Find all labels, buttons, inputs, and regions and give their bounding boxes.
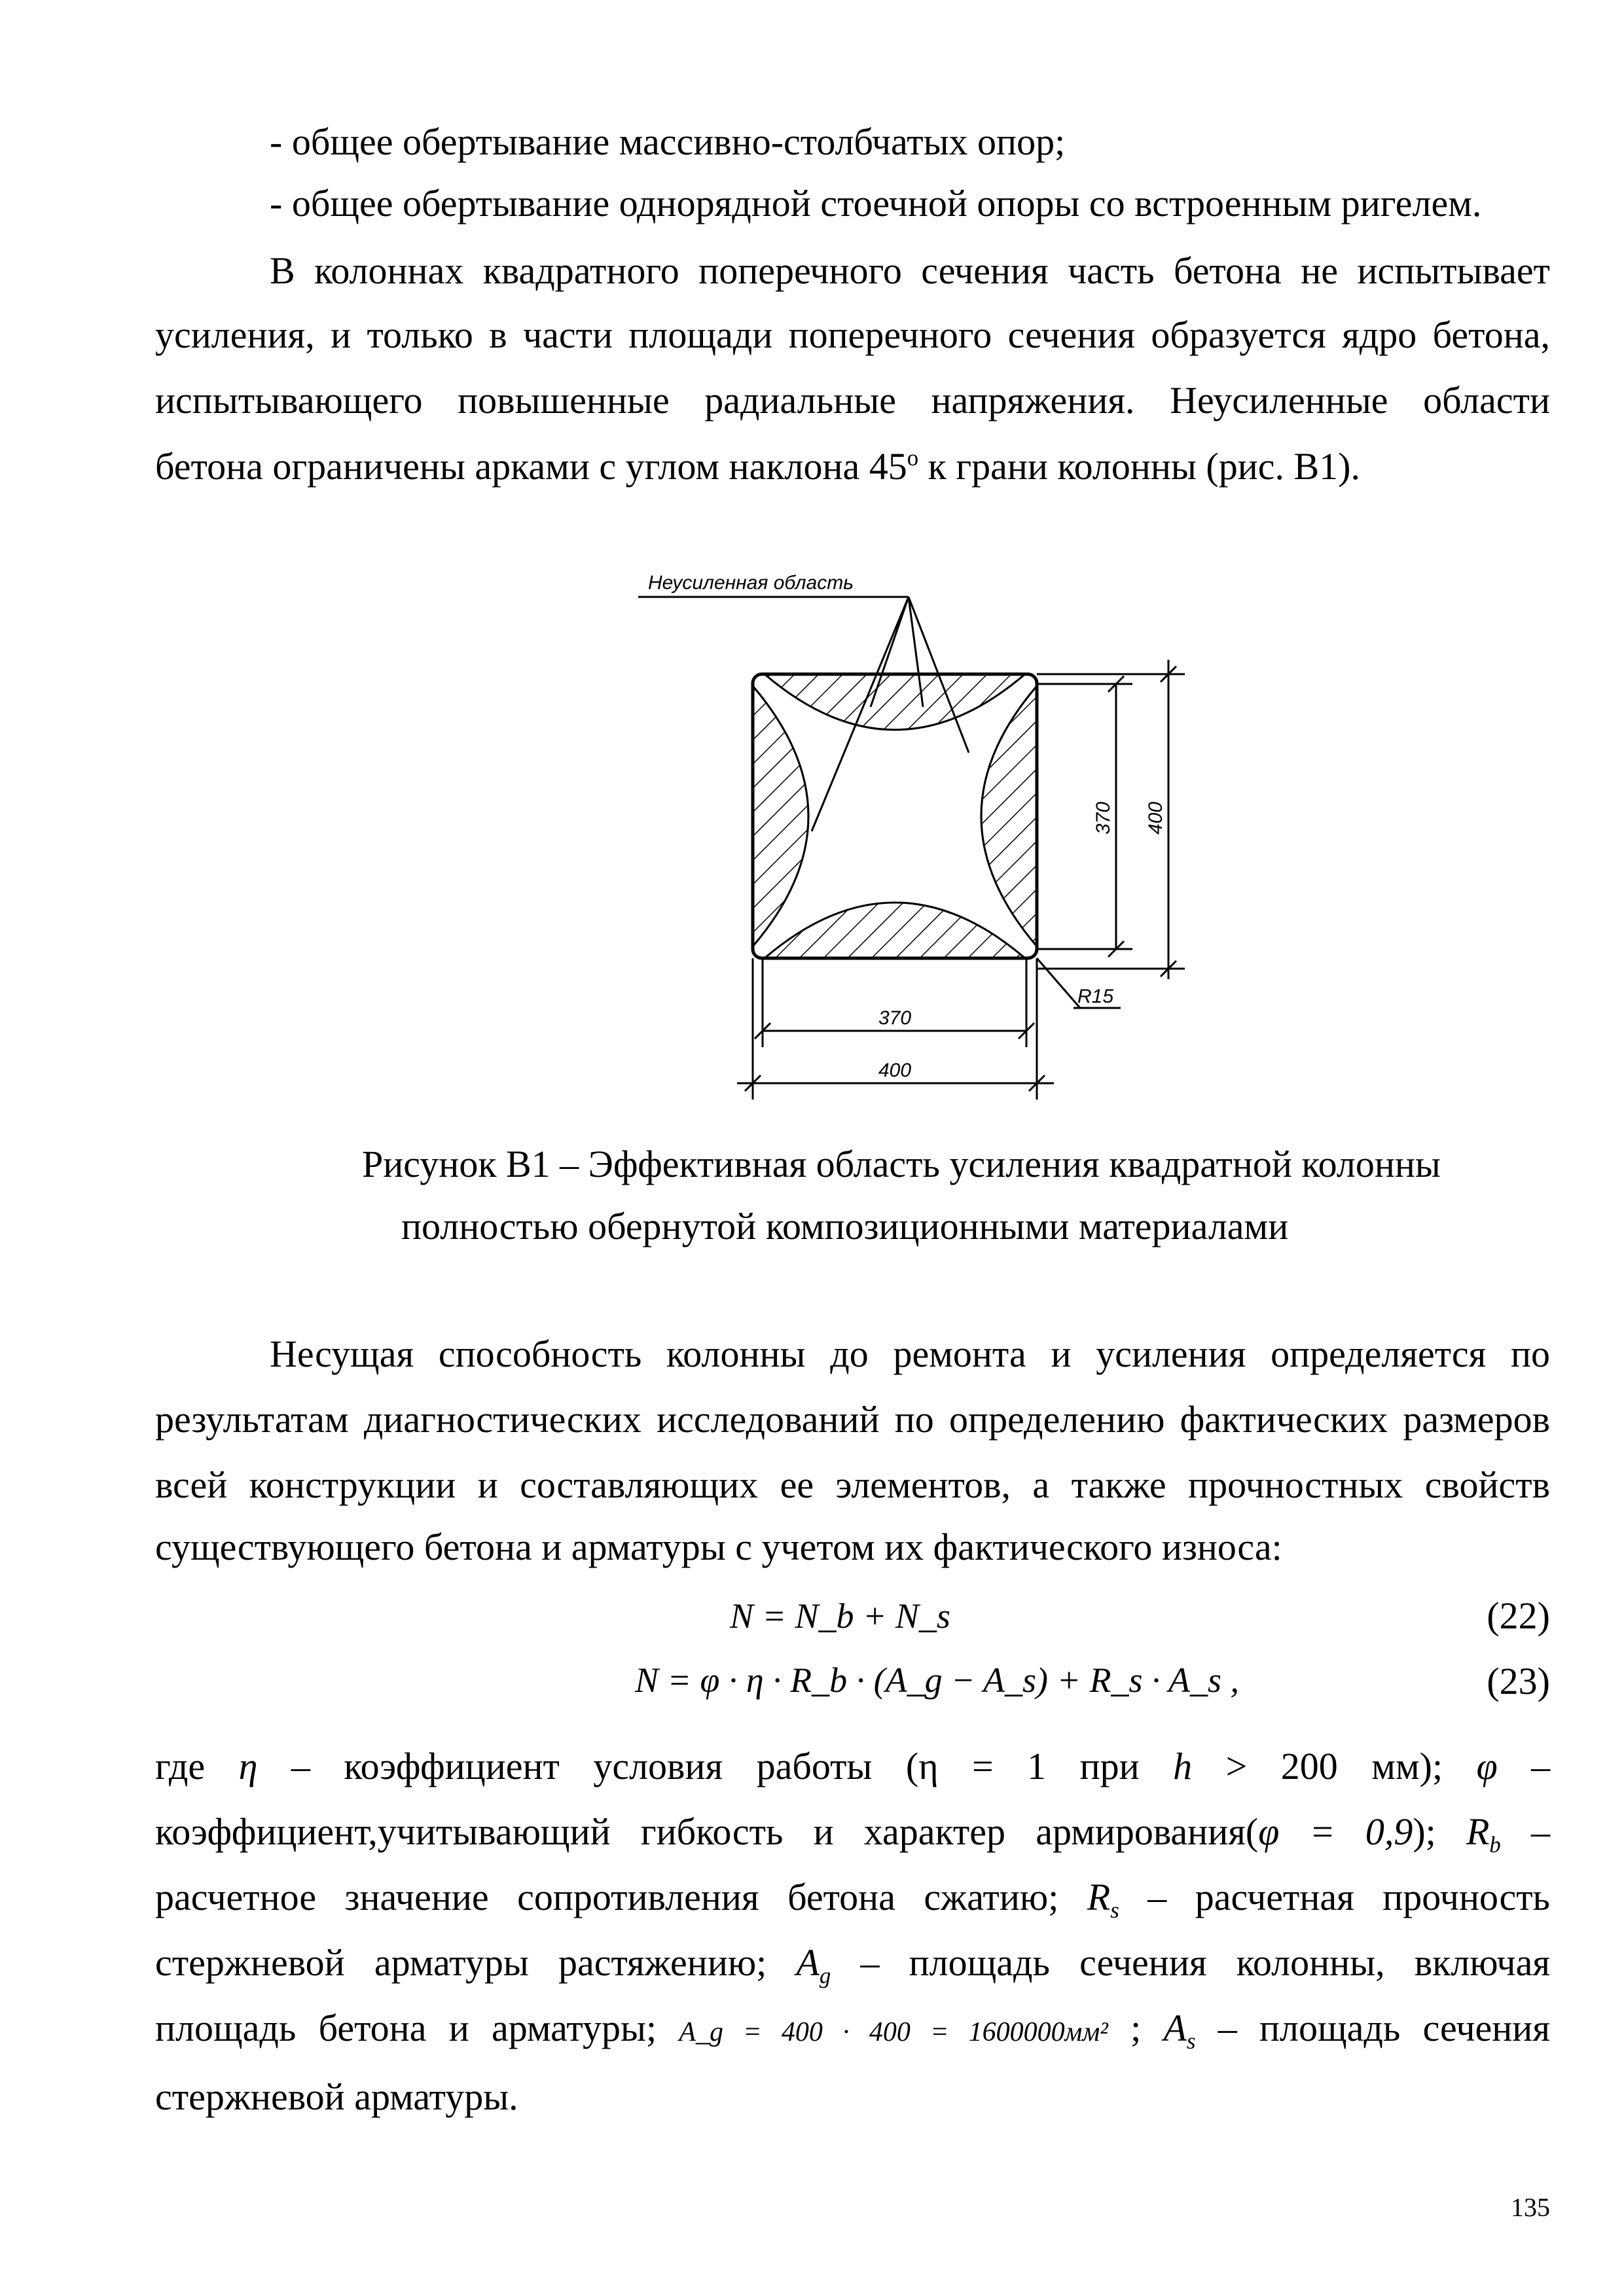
ag-subscript: g	[819, 1963, 831, 1989]
paragraph-2-line-1: Несущая способность колонны до ремонта и усиления определяется по	[270, 1333, 1550, 1375]
rb-symbol	[1466, 1810, 1501, 1858]
paragraph-1-line-4-text-a: бетона ограничены арками с углом наклона 45	[155, 444, 907, 488]
column-section-figure	[615, 556, 1166, 1113]
dim-vertical-400: 400	[1145, 801, 1166, 835]
where-line-5-text: площадь бетона и арматуры;	[155, 2007, 657, 2049]
dim-vertical-370: 370	[1092, 801, 1114, 835]
where-line-4-text-b: – площадь сечения колонны, включая	[860, 1941, 1551, 1984]
radius-label: R15	[1077, 986, 1114, 1007]
rs-letter: R	[1087, 1876, 1111, 1918]
equation-22-number: (22)	[1487, 1594, 1550, 1637]
figure-caption-line-1: Рисунок В1 – Эффективная область усиления квадратной колонны	[362, 1143, 1441, 1185]
equation-23: N = φ · η · R_b · (A_g − A_s) + R_s · A_s ,	[635, 1660, 1239, 1700]
where-line-2-close: );	[1413, 1810, 1436, 1853]
paragraph-2-line-4: существующего бетона и арматуры с учетом их фактического износа:	[155, 1526, 1282, 1568]
ag-symbol	[796, 1941, 831, 1989]
where-line-2	[155, 1810, 1550, 1858]
rb-subscript: b	[1489, 1832, 1501, 1858]
as-letter: A	[1163, 2007, 1187, 2049]
phi-value: φ = 0,9	[1258, 1810, 1413, 1853]
where-line-2-text: коэффициент,учитывающий гибкость и характер армирования(	[155, 1810, 1259, 1853]
where-line-4	[155, 1941, 1551, 1989]
where-line-1-when: при	[1079, 1745, 1140, 1787]
ag-value-formula: A_g = 400 · 400 = 1600000мм²	[679, 2017, 1108, 2047]
phi-symbol: φ	[1476, 1745, 1498, 1787]
dim-horizontal-400: 400	[878, 1060, 912, 1081]
as-symbol	[1163, 2007, 1196, 2054]
where-line-5	[155, 2009, 1550, 2053]
where-line-1	[155, 1745, 1551, 1787]
paragraph-1-line-3: испытывающего повышенные радиальные напряжения. Неусиленные области	[155, 379, 1550, 422]
where-line-3-text-b: – расчетная прочность	[1147, 1876, 1551, 1918]
equation-22: N = N_b + N_s	[730, 1596, 950, 1636]
where-word: где	[155, 1745, 206, 1787]
paragraph-1-line-2: усиления, и только в части площади поперечного сечения образуется ядро бетона,	[155, 314, 1550, 356]
dim-horizontal-370: 370	[878, 1007, 912, 1029]
unreinforced-area-label: Неусиленная область	[648, 572, 854, 594]
rb-letter: R	[1466, 1810, 1490, 1853]
unreinforced-hatched-regions	[753, 674, 1037, 958]
where-line-3	[155, 1878, 1550, 1922]
where-line-5-text-b: – площадь сечения	[1218, 2007, 1550, 2049]
semicolon-sep: ;	[1130, 2007, 1142, 2049]
where-line-6: стержневой арматуры.	[155, 2075, 518, 2118]
bullet-line-2: - общее обертывание однорядной стоечной опоры со встроенным ригелем.	[270, 182, 1482, 224]
equation-23-number: (23)	[1487, 1660, 1550, 1702]
where-line-1-value: > 200 мм);	[1225, 1745, 1443, 1787]
paragraph-1-line-4-text-b: к грани колонны (рис. В1).	[918, 444, 1360, 488]
rs-symbol	[1087, 1876, 1119, 1924]
ag-letter: A	[796, 1941, 820, 1984]
as-subscript: s	[1186, 2028, 1196, 2054]
paragraph-1-line-4	[155, 444, 1360, 488]
paragraph-1-line-1: В колоннах квадратного поперечного сечения часть бетона не испытывает	[270, 249, 1550, 292]
paragraph-2-line-2: результатам диагностических исследований по определению фактических размеров	[155, 1398, 1550, 1441]
where-line-2-dash: –	[1531, 1810, 1550, 1853]
paragraph-2-line-3: всей конструкции и составляющих ее элементов, а также прочностных свойств	[155, 1463, 1550, 1506]
rs-subscript: s	[1110, 1897, 1119, 1924]
eta-condition: (η = 1	[905, 1745, 1047, 1787]
where-line-3-text: расчетное значение сопротивления бетона сжатию;	[155, 1876, 1059, 1918]
figure-caption-line-2: полностью обернутой композиционными материалами	[401, 1205, 1289, 1247]
degree-superscript: o	[907, 445, 919, 471]
radius-leader	[1037, 958, 1080, 1008]
where-line-4-text: стержневой арматуры растяжению;	[155, 1941, 767, 1984]
h-symbol: h	[1173, 1745, 1193, 1787]
page-number: 135	[1511, 2193, 1550, 2222]
bullet-line-1: - общее обертывание массивно-столбчатых опор;	[270, 120, 1066, 163]
eta-symbol: η	[238, 1745, 258, 1787]
where-line-1-text: – коэффициент условия работы	[291, 1745, 873, 1787]
where-line-1-dash: –	[1531, 1745, 1551, 1787]
